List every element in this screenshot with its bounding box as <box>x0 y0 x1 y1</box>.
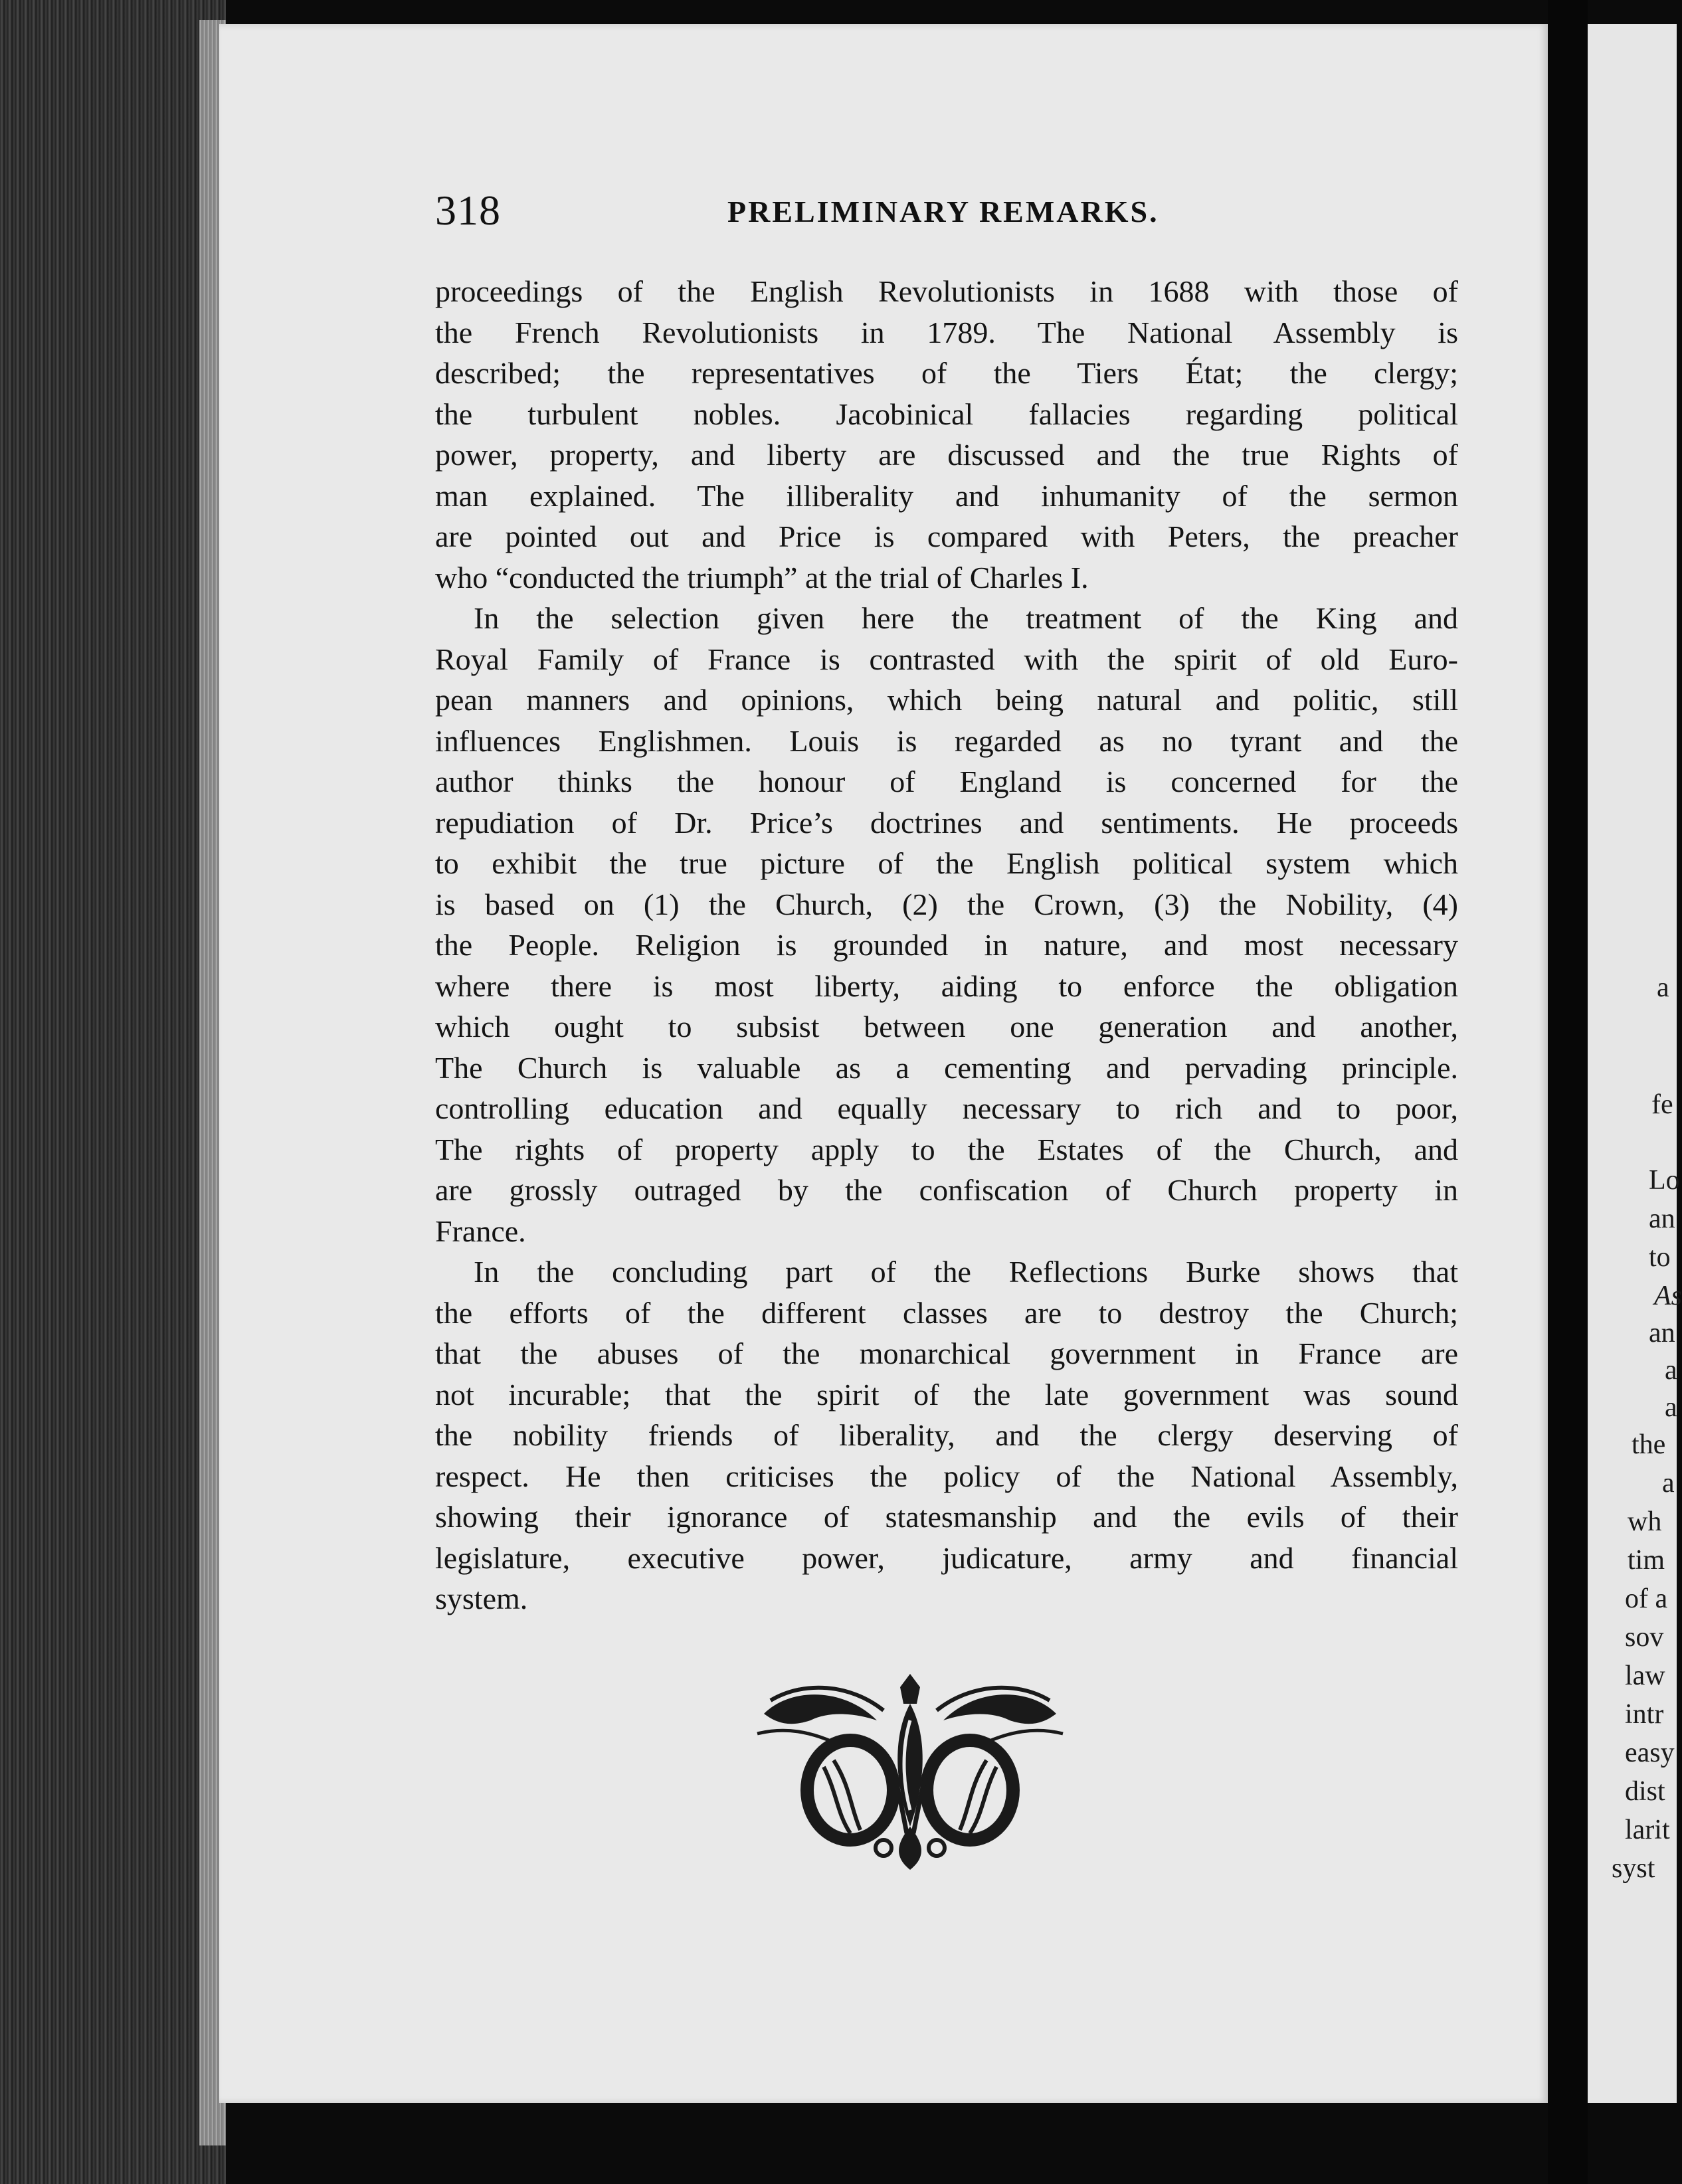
facing-page-fragment: a <box>1657 972 1669 1003</box>
text-line: the turbulent nobles. Jacobinical fallacies regarding political <box>435 397 1458 431</box>
paragraph-2 <box>435 598 1458 1251</box>
text-line: the efforts of the different classes are to destroy the Church; <box>435 1295 1458 1330</box>
text-line: pean manners and opinions, which being natural and politic, still <box>435 683 1458 717</box>
text-line: power, property, and liberty are discussed and the true Rights of <box>435 438 1458 472</box>
facing-page-fragment: larit <box>1625 1815 1670 1845</box>
facing-page-fragment: easy <box>1625 1738 1675 1768</box>
facing-page-fragment: dist <box>1625 1776 1665 1807</box>
facing-page-fragment: to <box>1649 1242 1671 1273</box>
text-line: not incurable; that the spirit of the late government was sound <box>435 1377 1458 1411</box>
page-number: 318 <box>435 187 501 234</box>
text-line: to exhibit the true picture of the English political system which <box>435 846 1458 880</box>
text-line: In the concluding part of the Reflections Burke shows that <box>474 1255 1458 1289</box>
text-line: man explained. The illiberality and inhumanity of the sermon <box>435 478 1458 513</box>
text-line: who “conducted the triumph” at the trial of Charles I. <box>435 560 1089 594</box>
book-spine <box>0 0 226 2184</box>
text-line: the nobility friends of liberality, and the clergy deserving of <box>435 1418 1458 1452</box>
ornament-icon <box>751 1674 1070 1873</box>
text-line: the People. Religion is grounded in nature, and most necessary <box>435 928 1458 962</box>
facing-page-fragment: fe <box>1651 1089 1673 1120</box>
facing-page-fragment: syst <box>1612 1853 1655 1884</box>
text-line: that the abuses of the monarchical government in France are <box>435 1336 1458 1370</box>
text-line: which ought to subsist between one generation and another, <box>435 1010 1458 1044</box>
text-line: proceedings of the English Revolutionists in 1688 with those of <box>435 274 1458 308</box>
text-line: author thinks the honour of England is concerned for the <box>435 765 1458 798</box>
page-gutter <box>1548 0 1588 2184</box>
facing-page-fragment: tim <box>1628 1545 1665 1576</box>
text-line: the French Revolutionists in 1789. The National Assembly is <box>435 315 1458 349</box>
text-line: are grossly outraged by the confiscation of Church property in <box>435 1173 1458 1207</box>
facing-page-fragment: a <box>1665 1392 1677 1423</box>
paragraph-1 <box>435 271 1458 598</box>
facing-page-fragment: intr <box>1625 1699 1664 1730</box>
text-line: The rights of property apply to the Estates of the Church, and <box>435 1132 1458 1166</box>
page-header <box>435 186 1458 239</box>
facing-page <box>1588 24 1682 2103</box>
text-line: where there is most liberty, aiding to enforce the obligation <box>435 968 1458 1003</box>
facing-page-fragment: sov <box>1625 1622 1664 1653</box>
body-text <box>435 271 1458 1619</box>
facing-page-fragment: Lo <box>1649 1165 1680 1196</box>
text-line: legislature, executive power, judicature, army and financial <box>435 1540 1458 1575</box>
text-line: Royal Family of France is contrasted with the spirit of old Euro- <box>435 642 1458 676</box>
text-line: system. <box>435 1582 528 1615</box>
text-line: France. <box>435 1214 526 1248</box>
text-line: is based on (1) the Church, (2) the Crown, (3) the Nobility, (4) <box>435 887 1458 921</box>
text-line: influences Englishmen. Louis is regarded as no tyrant and the <box>435 723 1458 758</box>
facing-page-fragment: As <box>1654 1281 1682 1311</box>
facing-page-fragment: an <box>1649 1318 1675 1348</box>
facing-page-fragment: wh <box>1628 1506 1662 1537</box>
paragraph-3 <box>435 1251 1458 1619</box>
facing-page-fragment: law <box>1625 1661 1665 1691</box>
facing-page-fragment: a <box>1665 1355 1677 1386</box>
facing-page-fragment: of a <box>1625 1584 1668 1614</box>
text-line: described; the representatives of the Tiers État; the clergy; <box>435 356 1458 390</box>
text-line: In the selection given here the treatment of the King and <box>474 601 1458 635</box>
running-head: PRELIMINARY REMARKS. <box>727 195 1159 228</box>
text-line: are pointed out and Price is compared with Peters, the preacher <box>435 519 1458 553</box>
text-line: The Church is valuable as a cementing and pervading principle. <box>435 1050 1458 1085</box>
facing-page-fragment: the <box>1632 1429 1666 1460</box>
facing-page-fragment: an <box>1649 1204 1675 1234</box>
text-line: showing their ignorance of statesmanship and the evils of their <box>435 1500 1458 1534</box>
text-line: respect. He then criticises the policy of the National Assembly, <box>435 1459 1458 1493</box>
text-line: repudiation of Dr. Price’s doctrines and sentiments. He proceeds <box>435 805 1458 840</box>
text-line: controlling education and equally necessary to rich and to poor, <box>435 1091 1458 1125</box>
facing-page-fragment: a <box>1662 1468 1675 1499</box>
